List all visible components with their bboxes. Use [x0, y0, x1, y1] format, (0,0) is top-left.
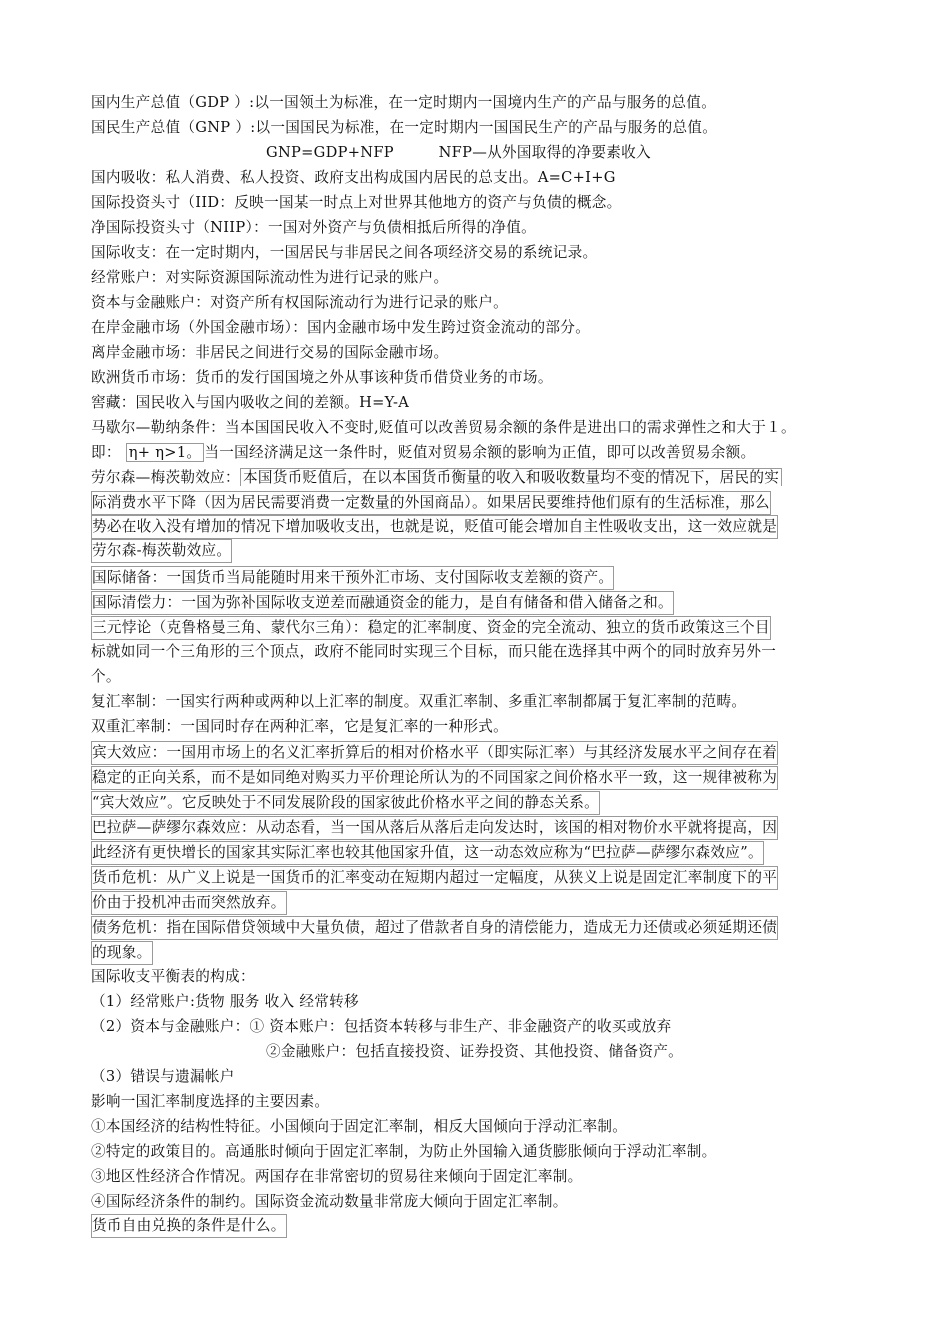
text-line: 货币危机：从广义上说是一国货币的汇率变动在短期内超过一定幅度，从狭义上说是固定汇率制度下的平	[91, 866, 778, 890]
text-line: 国际投资头寸（IID：反映一国某一时点上对世界其他地方的资产与负债的概念。	[91, 194, 622, 211]
text-line: ③地区性经济合作情况。两国存在非常密切的贸易往来倾向于固定汇率制。	[91, 1168, 583, 1185]
text-line: 国内吸收：私人消费、私人投资、政府支出构成国内居民的总支出。A=C+I+G	[91, 169, 616, 186]
inline-label: 劳尔森—梅茨勒效应：	[91, 469, 240, 486]
text-line: “宾大效应”。它反映处于不同发展阶段的国家彼此价格水平之间的静态关系。	[91, 791, 600, 815]
text-line: 国际收支：在一定时期内，一国居民与非居民之间各项经济交易的系统记录。	[91, 244, 598, 261]
text-line: 国际清偿力：一国为弥补国际收支逆差而融通资金的能力，是自有储备和借入储备之和。	[91, 591, 674, 615]
text-line: 国民生产总值（GNP ）:以一国国民为标准，在一定时期内一国国民生产的产品与服务的总值。	[91, 119, 718, 136]
text-line: 标就如同一个三角形的三个顶点，政府不能同时实现三个目标，而只能在选择其中两个的同时放弃另外一	[91, 643, 777, 660]
text-line	[91, 442, 755, 464]
text-line: 三元悖论（克鲁格曼三角、蒙代尔三角）：稳定的汇率制度、资金的完全流动、独立的货币政策这三个目	[91, 616, 771, 640]
text-line: 影响一国汇率制度选择的主要因素。	[91, 1093, 330, 1110]
text-line: 稳定的正向关系，而不是如同绝对购买力平价理论所认为的不同国家之间价格水平一致，这一规律被称为	[91, 766, 778, 790]
text-line	[91, 467, 782, 489]
text-line: 债务危机：指在国际借贷领域中大量负债，超过了借款者自身的清偿能力，造成无力还债或必须延期还债	[91, 916, 778, 940]
text-line: 此经济有更快增长的国家其实际汇率也较其他国家升值，这一动态效应称为“巴拉萨—萨缪尔森效应”。	[91, 841, 764, 865]
text-line: 劳尔森-梅茨勒效应。	[91, 539, 232, 563]
text-line: 势必在收入没有增加的情况下增加吸收支出，也就是说，贬值可能会增加自主性吸收支出，这一效应就是	[91, 515, 778, 539]
text-line: （1）经常账户:货物 服务 收入 经常转移	[91, 993, 359, 1010]
text-line: 欧洲货币市场：货币的发行国国境之外从事该种货币借贷业务的市场。	[91, 369, 553, 386]
text-line: （3）错误与遗漏帐户	[91, 1068, 235, 1085]
text-line: 复汇率制：一国实行两种或两种以上汇率的制度。双重汇率制、多重汇率制都属于复汇率制的范畴。	[91, 693, 747, 710]
text-line: 资本与金融账户：对资产所有权国际流动行为进行记录的账户。	[91, 294, 509, 311]
inline-label: 即：	[91, 444, 121, 461]
text-line: ①本国经济的结构性特征。小国倾向于固定汇率制，相反大国倾向于浮动汇率制。	[91, 1118, 628, 1135]
text-line: 经常账户：对实际资源国际流动性为进行记录的账户。	[91, 269, 449, 286]
text-line: 宾大效应：一国用市场上的名义汇率折算后的相对价格水平（即实际汇率）与其经济发展水平之间存在着	[91, 741, 778, 765]
text-line: （2）资本与金融账户：① 资本账户：包括资本转移与非生产、非金融资产的收买或放弃	[91, 1018, 672, 1035]
text-line: 的现象。	[91, 941, 153, 965]
text-line: 国际储备：一国货币当局能随时用来干预外汇市场、支付国际收支差额的资产。	[91, 566, 614, 590]
text-line: ②特定的政策目的。高通胀时倾向于固定汇率制，为防止外国输入通货膨胀倾向于浮动汇率制。	[91, 1143, 717, 1160]
text-line: 价由于投机冲击而突然放弃。	[91, 891, 287, 915]
text-line: 离岸金融市场：非居民之间进行交易的国际金融市场。	[91, 344, 449, 361]
formula-box: η+ η>1。	[126, 443, 205, 462]
text-line: 马歇尔—勒纳条件：当本国国民收入不变时,贬值可以改善贸易余额的条件是进出口的需求弹性之和大于１。	[91, 419, 796, 436]
text-line: 货币自由兑换的条件是什么。	[91, 1214, 287, 1238]
inline-text: 本国货币贬值后，在以本国货币衡量的收入和吸收数量均不变的情况下，居民的实	[240, 468, 782, 486]
inline-text: 当一国经济满足这一条件时，贬值对贸易余额的影响为正值，即可以改善贸易余额。	[204, 444, 756, 461]
text-line: 巴拉萨—萨缪尔森效应：从动态看，当一国从落后从落后走向发达时，该国的相对物价水平就将提高，因	[91, 816, 778, 840]
text-line: ②金融账户：包括直接投资、证券投资、其他投资、储备资产。	[266, 1043, 684, 1060]
text-line: 净国际投资头寸（NIIP）：一国对外资产与负债相抵后所得的净值。	[91, 219, 537, 236]
text-line: 双重汇率制：一国同时存在两种汇率，它是复汇率的一种形式。	[91, 718, 509, 735]
text-line: 个。	[91, 668, 121, 685]
text-line: 国际收支平衡表的构成：	[91, 968, 255, 985]
text-line: 国内生产总值（GDP ）:以一国领土为标准，在一定时期内一国境内生产的产品与服务的总值。	[91, 94, 717, 111]
formula-line: GNP=GDP+NFP NFP—从外国取得的净要素收入	[266, 144, 651, 161]
text-line: 在岸金融市场（外国金融市场）：国内金融市场中发生跨过资金流动的部分。	[91, 319, 591, 336]
text-line: ④国际经济条件的制约。国际资金流动数量非常庞大倾向于固定汇率制。	[91, 1193, 568, 1210]
text-line: 窖藏：国民收入与国内吸收之间的差额。H=Y-A	[91, 394, 410, 411]
text-line: 际消费水平下降（因为居民需要消费一定数量的外国商品）。如果居民要维持他们原有的生活标准，那么	[91, 491, 771, 515]
